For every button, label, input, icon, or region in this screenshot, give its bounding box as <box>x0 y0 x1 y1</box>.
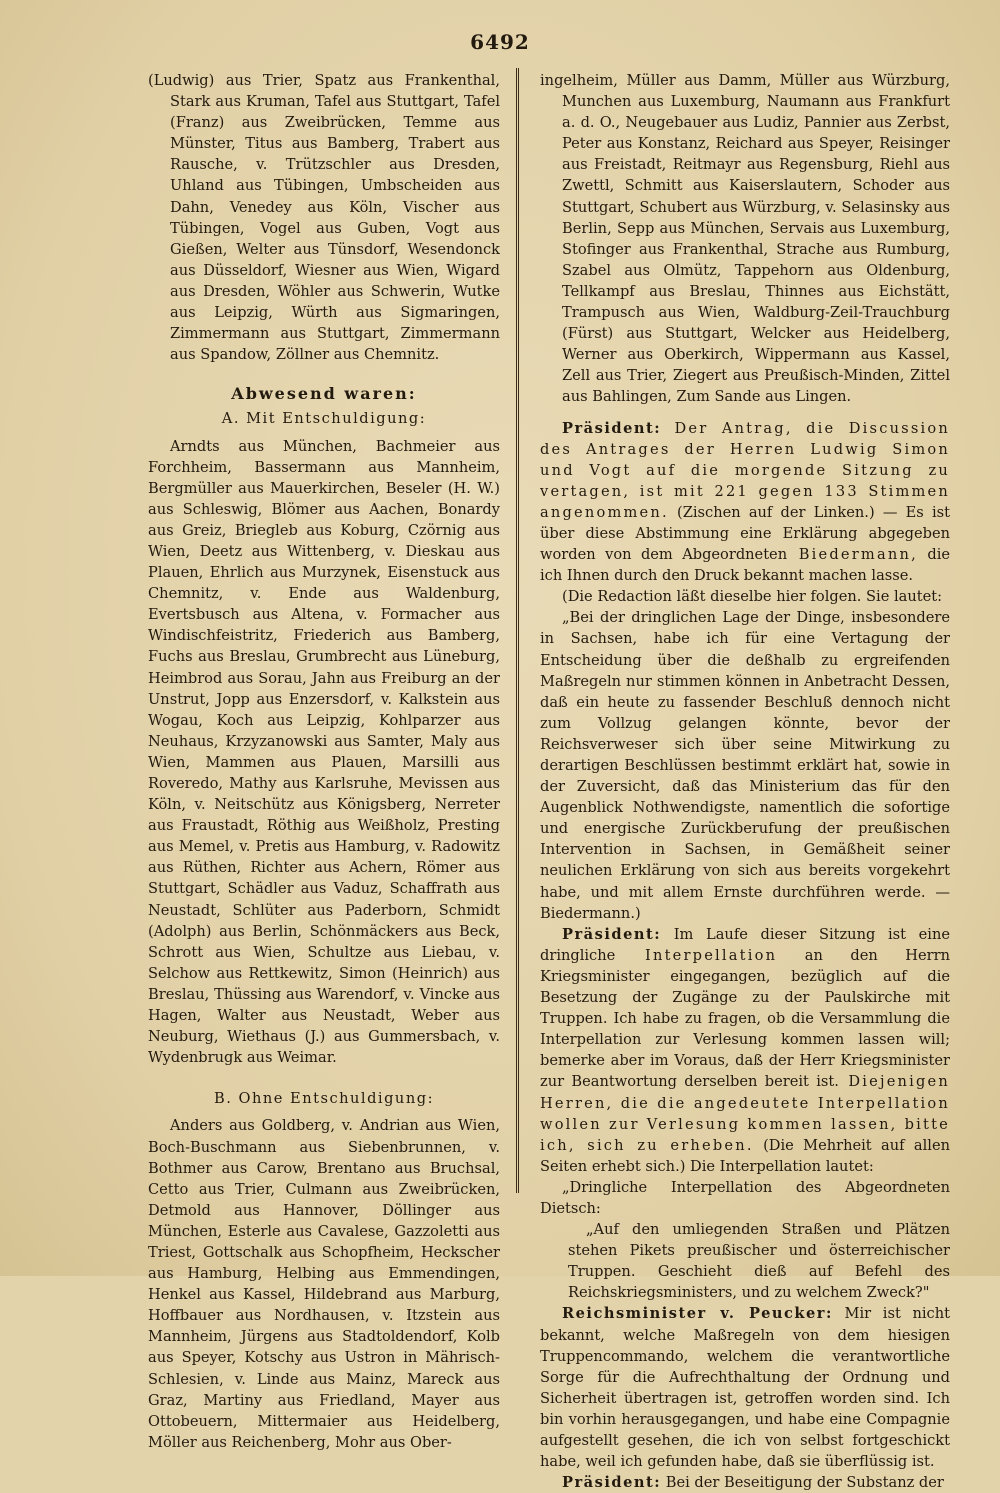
statement-text: (Die Mehrheit auf allen Seiten erhebt sich.) Die Interpellation lautet: <box>540 1136 950 1175</box>
absent-heading: Abwesend waren: <box>231 384 417 404</box>
statement-text: an den Herrn Kriegsminister eingegangen, bezüglich auf die Besetzung der Zugänge zu der Paulskirche mit Truppen. Ich habe zu fragen, ob die Versammlung die Interpellation zur Verlesung kommen lassen will; bemerke aber im Voraus, daß der Herr Kriegsminister zur Beantwortung derselben bereit ist. <box>540 946 951 1091</box>
unexcused-list-continuation: ingelheim, Müller aus Damm, Müller aus Würzburg, Munchen aus Luxemburg, Naumann aus Frankfurt a. d. O., Neugebauer aus Ludiz, Pannier aus Zerbst, Peter aus Konstanz, Reichard aus Speyer, Reisinger aus Freistadt, Reitmayr aus Regensburg, Riehl aus Zwettl, Schmitt aus Kaiserslautern, Schoder aus Stuttgart, Schubert aus Würzburg, v. Selasinsky aus Berlin, Sepp aus München, Servais aus Luxemburg, Stofinger aus Frankenthal, Strache aus Rumburg, Szabel aus Olmütz, Tappehorn aus Oldenburg, Tellkampf aus Breslau, Thinnes aus Eichstätt, Trampusch aus Wien, Waldburg-Zeil-Trauchburg (Fürst) aus Stuttgart, Welcker aus Heidelberg, Werner aus Oberkirch, Wippermann aus Kassel, Zell aus Trier, Ziegert aus Preußisch-Minden, Zittel aus Bahlingen, Zum Sande aus Lingen. <box>540 72 950 406</box>
declaration-text-end: die ich Ihnen durch den Druck bekannt machen lasse. <box>540 546 951 585</box>
president-interpellation-statement <box>540 924 950 1177</box>
biedermann-name: Biedermann, <box>787 546 918 564</box>
speaker-president: Präsident: <box>562 419 662 437</box>
present-members-list-end: (Ludwig) aus Trier, Spatz aus Frankenthal, Stark aus Kruman, Tafel aus Stuttgart, Tafel (Franz) aus Zweibrücken, Temme aus Münster, Titus aus Bamberg, Trabert aus Rausche, v. Trützschler aus Dresden, Uhland aus Tübingen, Umbscheiden aus Dahn, Venedey aus Köln, Vischer aus Tübingen, Vogel aus Guben, Vogt aus Gießen, Welter aus Tünsdorf, Wesendonck aus Düsseldorf, Wiesner aus Wien, Wigard aus Dresden, Wöhler aus Schwerin, Wutke aus Leipzig, Würth aus Sigmaringen, Zimmermann aus Stuttgart, Zimmermann aus Spandow, Zöllner aus Chemnitz. <box>148 72 500 364</box>
vote-request-text: Diejenigen Herren, die die angedeutete Interpellation wollen zur Verlesung kommen lassen, bitte ich, sich zu erheben. <box>540 1073 950 1154</box>
declaration-text: (Zischen auf der Linken.) — Es ist über diese Abstimmung eine Erklärung abgegeben worden von dem Abgeordneten <box>540 503 950 564</box>
speaker-reichsminister: Reichsminister v. Peucker: <box>562 1305 833 1323</box>
column-divider <box>516 68 519 1193</box>
interpellation-title: „Dringliche Interpellation des Abgeordneten Dietsch: <box>540 1178 950 1217</box>
section-b-title: B. Ohne Entschuldigung: <box>214 1090 434 1108</box>
section-a-title: A. Mit Entschuldigung: <box>221 410 427 428</box>
response-text: Mir ist nicht bekannt, welche Maßregeln von dem hiesigen Truppencommando, welchem die verantwortliche Sorge für die Aufrechthaltung der Ordnung und Sicherheit übertragen ist, getroffen worden sind. Ich bin vorhin herausgegangen, und habe eine Compagnie aufgestellt gesehen, die ich von selbst fortgeschickt habe, weil ich gefunden habe, daß sie überflüssig ist. <box>540 1305 950 1471</box>
speaker-president: Präsident: <box>562 1474 662 1492</box>
vote-result-text: Der Antrag, die Discussion des Antrages der Herren Ludwig Simon und Vogt auf die morgende Sitzung zu vertagen, ist mit 221 gegen 133 Stimmen angenommen. <box>540 419 950 521</box>
interpellation-word: Interpellation <box>615 946 778 964</box>
redaction-note: (Die Redaction läßt dieselbe hier folgen. Sie lautet: <box>562 588 943 606</box>
president-statement-vote <box>540 418 950 587</box>
interpellation-text: „Auf den umliegenden Straßen und Plätzen stehen Pikets preußischer und österreichischer Truppen. Geschieht dieß auf Befehl des Reichskriegsministers, und zu welchem Zweck?" <box>568 1221 950 1302</box>
page-number: 6492 <box>470 30 530 54</box>
minister-response <box>540 1303 950 1472</box>
left-column <box>148 70 500 1453</box>
section-a-excused-list: Arndts aus München, Bachmeier aus Forchheim, Bassermann aus Mannheim, Bergmüller aus Mauerkirchen, Beseler (H. W.) aus Schleswig, Blömer aus Aachen, Bonardy aus Greiz, Briegleb aus Koburg, Czörnig aus Wien, Deetz aus Wittenberg, v. Dieskau aus Plauen, Ehrlich aus Murzynek, Eisenstuck aus Chemnitz, v. Ende aus Waldenburg, Evertsbusch aus Altena, v. Formacher aus Windischfeistritz, Friederich aus Bamberg, Fuchs aus Breslau, Grumbrecht aus Lüneburg, Heimbrod aus Sorau, Jahn aus Freiburg an der Unstrut, Jopp aus Enzersdorf, v. Kalkstein aus Wogau, Koch aus Leipzig, Kohlparzer aus Neuhaus, Krzyzanowski aus Samter, Maly aus Wien, Mammen aus Plauen, Marsilli aus Roveredo, Mathy aus Karlsruhe, Mevissen aus Köln, v. Neitschütz aus Königsberg, Nerreter aus Fraustadt, Röthig aus Weißholz, Presting aus Memel, v. Pretis aus Hamburg, v. Radowitz aus Rüthen, Richter aus Achern, Römer aus Stuttgart, Schädler aus Vaduz, Schaffrath aus Neustadt, Schlüter aus Paderborn, Schmidt (Adolph) aus Berlin, Schönmäckers aus Beck, Schrott aus Wien, Schultze aus Liebau, v. Selchow aus Rettkewitz, Simon (Heinrich) aus Breslau, Thüssing aus Warendorf, v. Vincke aus Hagen, Walter aus Neustadt, Weber aus Neuburg, Wiethaus (J.) aus Gummersbach, v. Wydenbrugk aus Weimar. <box>148 437 500 1067</box>
statement-text: Im Laufe dieser Sitzung ist eine dringliche <box>540 925 950 964</box>
section-b-unexcused-list: Anders aus Goldberg, v. Andrian aus Wien, Boch-Buschmann aus Siebenbrunnen, v. Bothmer aus Carow, Brentano aus Bruchsal, Cetto aus Trier, Culmann aus Zweibrücken, Detmold aus Hannover, Döllinger aus München, Esterle aus Cavalese, Gazzoletti aus Triest, Gottschalk aus Schopfheim, Heckscher aus Hamburg, Helbing aus Emmendingen, Henkel aus Kassel, Hildebrand aus Marburg, Hoffbauer aus Nordhausen, v. Itzstein aus Mannheim, Jürgens aus Stadtoldendorf, Kolb aus Speyer, Kotschy aus Ustron in Mährisch-Schlesien, v. Linde aus Mainz, Mareck aus Graz, Martiny aus Friedland, Mayer aus Ottobeuern, Mittermaier aus Heidelberg, Möller aus Reichenberg, Mohr aus Ober- <box>148 1117 500 1451</box>
biedermann-declaration: „Bei der dringlichen Lage der Dinge, insbesondere in Sachsen, habe ich für eine Vertagung der Entscheidung über die deßhalb zu ergreifenden Maßregeln nur stimmen können in Anbetracht Dessen, daß ein heute zu fassender Beschluß dennoch nicht zum Vollzug gelangen könnte, bevor der Reichsverweser sich über seine Mitwirkung zu derartigen Beschlüssen bestimmt erklärt hat, sowie in der Zuversicht, daß das Ministerium das für den Augenblick Nothwendigste, namentlich die sofortige und energische Zurückberufung der preußischen Intervention in Sachsen, in Gemäßheit seiner neulichen Erklärung von sich aus bereits vorgekehrt habe, und mit allem Ernste durchführen werde. — Biedermann.) <box>540 609 950 922</box>
closing-text: Bei der Beseitigung der Substanz der <box>661 1474 944 1492</box>
speaker-president: Präsident: <box>562 925 662 943</box>
president-closing-statement <box>540 1472 950 1493</box>
right-column <box>540 70 950 1493</box>
